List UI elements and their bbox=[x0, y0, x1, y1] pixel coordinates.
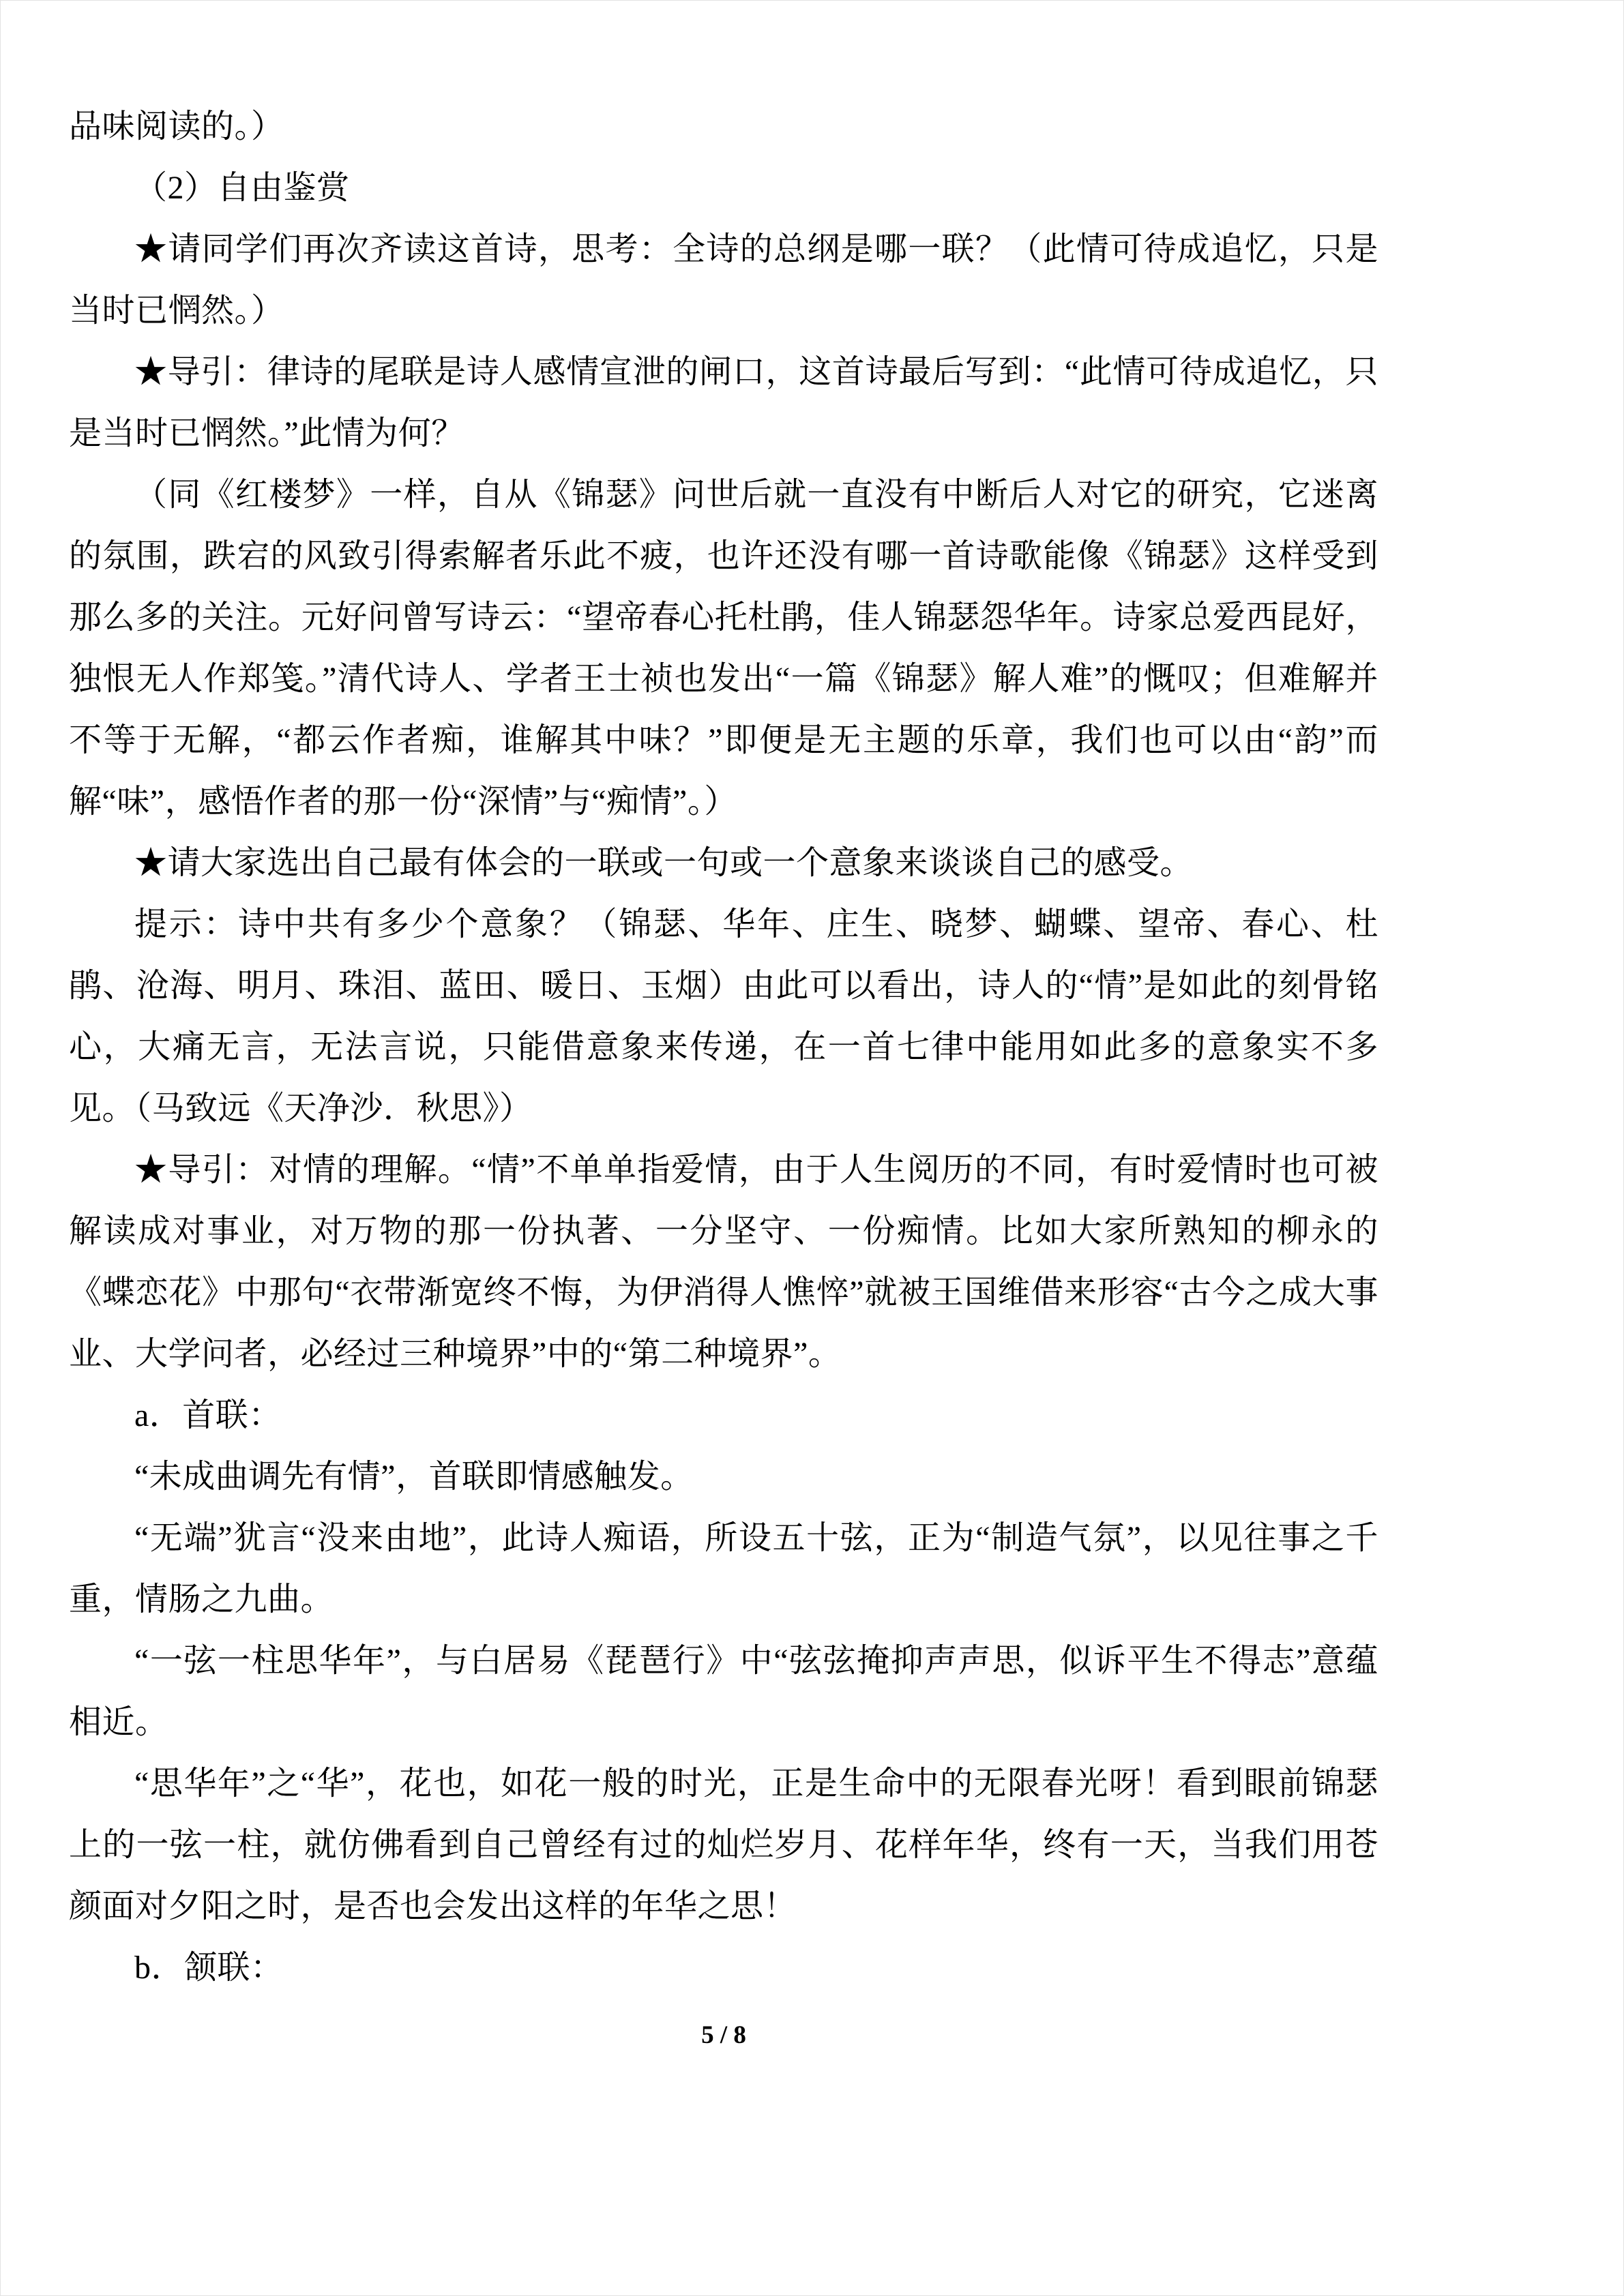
document-body bbox=[69, 96, 1378, 1999]
document-paragraph: 提示：诗中共有多少个意象？（锦瑟、华年、庄生、晓梦、蝴蝶、望帝、春心、杜鹃、沧海、明月、珠泪、蓝田、暖日、玉烟）由此可以看出，诗人的“情”是如此的刻骨铭心，大痛无言，无法言说，只能借意象来传递，在一首七律中能用如此多的意象实不多见。（马致远《天净沙．秋思》） bbox=[69, 906, 1378, 1127]
section-heading-free-appreciation: （2）自由鉴赏 bbox=[134, 170, 350, 206]
document-paragraph: ★请同学们再次齐读这首诗，思考：全诗的总纲是哪一联？（此情可待成追忆，只是当时已惘然。） bbox=[69, 231, 1378, 329]
document-paragraph: 品味阅读的。） bbox=[69, 108, 284, 145]
document-paragraph: “思华年”之“华”，花也，如花一般的时光，正是生命中的无限春光呀！看到眼前锦瑟上的一弦一柱，就仿佛看到自己曾经有过的灿烂岁月、花样年华，终有一天，当我们用苍颜面对夕阳之时，是否也会发出这样的年华之思！ bbox=[69, 1765, 1378, 1924]
document-paragraph: ★导引：律诗的尾联是诗人感情宣泄的闸口，这首诗最后写到：“此情可待成追忆，只是当时已惘然。”此情为何？ bbox=[69, 354, 1378, 451]
page-number: 5 / 8 bbox=[701, 2021, 746, 2049]
document-paragraph: （同《红楼梦》一样，自从《锦瑟》问世后就一直没有中断后人对它的研究，它迷离的氛围，跌宕的风致引得索解者乐此不疲，也许还没有哪一首诗歌能像《锦瑟》这样受到那么多的关注。元好问曾写诗云：“望帝春心托杜鹃，佳人锦瑟怨华年。诗家总爱西昆好，独恨无人作郑笺。”清代诗人、学者王士祯也发出“一篇《锦瑟》解人难”的慨叹；但难解并不等于无解，“都云作者痴，谁解其中味？”即便是无主题的乐章，我们也可以由“韵”而解“味”，感悟作者的那一份“深情”与“痴情”。） bbox=[69, 477, 1378, 820]
document-paragraph: “未成曲调先有情”，首联即情感触发。 bbox=[134, 1459, 694, 1495]
subsection-heading-hanlian: b．颔联： bbox=[134, 1950, 284, 1986]
document-paragraph: “一弦一柱思华年”，与白居易《琵琶行》中“弦弦掩抑声声思，似诉平生不得志”意蕴相近。 bbox=[69, 1643, 1378, 1740]
document-paragraph: “无端”犹言“没来由地”，此诗人痴语，所设五十弦，正为“制造气氛”，以见往事之千重，情肠之九曲。 bbox=[69, 1520, 1378, 1617]
subsection-heading-shoulian: a．首联： bbox=[134, 1397, 282, 1433]
page-footer bbox=[69, 2021, 1378, 2050]
document-paragraph: ★请大家选出自己最有体会的一联或一句或一个意象来谈谈自己的感受。 bbox=[134, 845, 1194, 881]
document-paragraph: ★导引：对情的理解。“情”不单单指爱情，由于人生阅历的不同，有时爱情时也可被解读成对事业，对万物的那一份执著、一分坚守、一份痴情。比如大家所熟知的柳永的《蝶恋花》中那句“衣带渐宽终不悔，为伊消得人憔悴”就被王国维借来形容“古今之成大事业、大学问者，必经过三种境界”中的“第二种境界”。 bbox=[69, 1152, 1378, 1372]
